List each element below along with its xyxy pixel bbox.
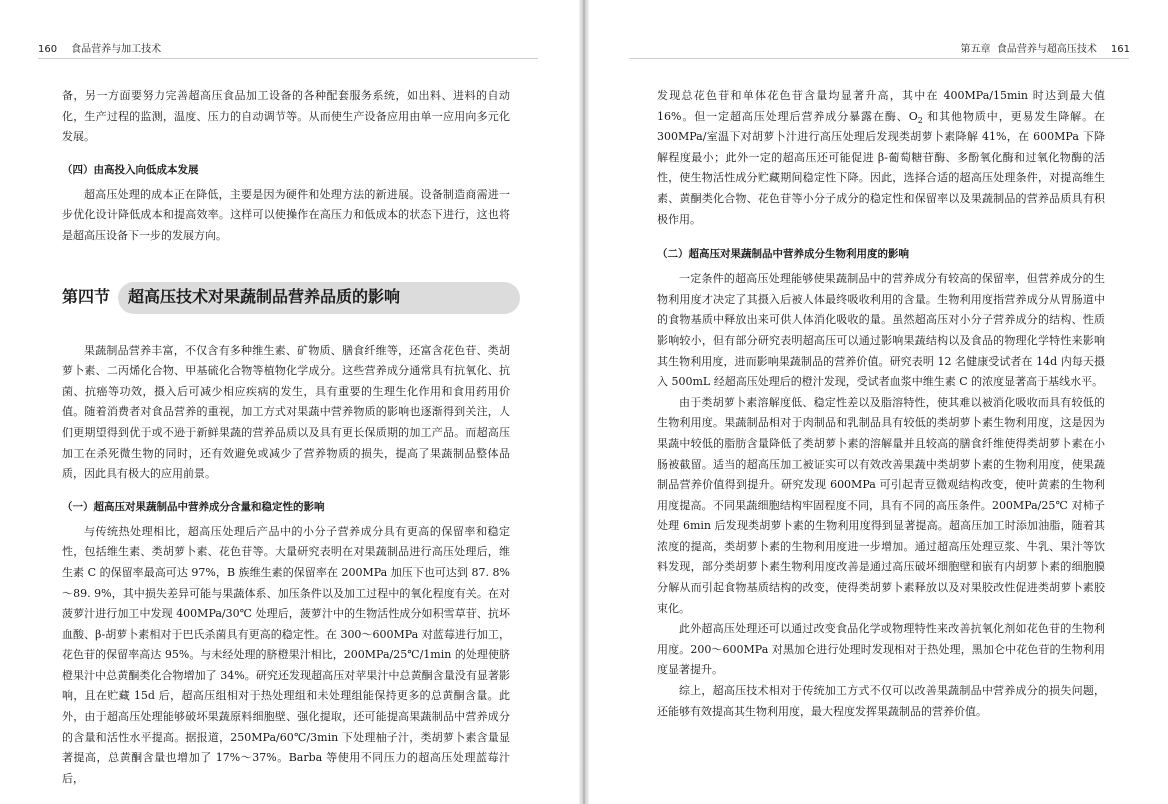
- section-label: 第四节: [62, 287, 111, 307]
- paragraph-antioxidants: 此外超高压处理还可以通过改变食品化学或物理特性来改善抗氧化剂如花色苷的生物利用度。200～600MPa 对黑加仑进行处理时发现相对于热处理，黑加仑中花色苷的生物利用度显著提升。: [657, 622, 1105, 677]
- subhead-two: （二）超高压对果蔬制品中营养成分生物利用度的影响: [657, 248, 909, 261]
- right-page-content: [657, 86, 1105, 722]
- left-running-head: [38, 40, 161, 55]
- subhead-four: （四）由高投入向低成本发展: [62, 163, 199, 176]
- continued-text-b: 和其他物质中，更易发生降解。在 300MPa/室温下对胡萝卜汁进行高压处理后发现类胡萝卜素降解 41%，在 600MPa 下降解程度最小；此外一定的超高压还可能促进 β-葡萄糖苷酶、多酚氧化酶和过氧化物酶的活性，使生物活性成分贮藏期间稳定性下降。因此，选择合适的超高压处理条件，对提高维生素、黄酮类化合物、花色苷等小分子成分的稳定性和保留率以及果蔬制品的营养品质具有积极作用。: [657, 109, 1105, 226]
- right-page: [589, 0, 1168, 804]
- book-gutter: [579, 0, 589, 804]
- paragraph-summary: 综上，超高压技术相对于传统加工方式不仅可以改善果蔬制品中营养成分的损失问题，还能够有效提高其生物利用度，最大程度发挥果蔬制品的营养价值。: [657, 684, 1105, 718]
- section-heading: [62, 281, 510, 315]
- left-page-number: 160: [38, 44, 58, 55]
- right-header-rule: [629, 58, 1129, 59]
- subhead-one: （一）超高压对果蔬制品中营养成分含量和稳定性的影响: [62, 500, 325, 513]
- paragraph-cost: 超高压处理的成本正在降低，主要是因为硬件和处理方法的新进展。设备制造商需进一步优化设计降低成本和提高效率。这样可以使操作在高压力和低成本的状态下进行，这也将是超高压设备下一步的发展方向。: [62, 187, 510, 242]
- section-title-band: [118, 282, 520, 314]
- book-title: 食品营养与加工技术: [71, 44, 162, 55]
- chapter-title: 食品营养与超高压技术: [996, 44, 1097, 55]
- left-page-content: [62, 86, 510, 789]
- left-header-rule: [38, 58, 538, 59]
- continued-text-a: 发现总花色苷和单体花色苷含量均显著升高，其中在 400MPa/15min 时达到最大值 16%。但一定超高压处理后营养成分暴露在酶、O: [657, 89, 1105, 123]
- paragraph-bioavailability: 一定条件的超高压处理能够使果蔬制品中的营养成分有较高的保留率，但营养成分的生物利用度才决定了其摄入后被人体最终吸收利用的含量。生物利用度指营养成分从胃肠道中的食物基质中释放出来可供人体消化吸收的量。虽然超高压对小分子营养成分的结构、性质影响较小，但有部分研究表明超高压可以通过影响果蔬结构以及食品的物理化学特性来影响其生物利用度，进而影响果蔬制品的营养价值。研究表明 12 名健康受试者在 14d 内每天摄入 500mL 经超高压处理后的橙汁发现，受试者血浆中维生素 C 的浓度显著高于基线水平。: [657, 272, 1105, 389]
- right-page-number: 161: [1110, 44, 1130, 55]
- chapter-label: 第五章: [960, 44, 991, 55]
- continued-paragraph-right: [657, 86, 1105, 230]
- oxygen-subscript: 2: [917, 115, 923, 125]
- left-page: [0, 0, 579, 804]
- right-running-head: [961, 40, 1130, 55]
- paragraph-carotenoids: 由于类胡萝卜素溶解度低、稳定性差以及脂溶特性，使其难以被消化吸收而具有较低的生物利用度。果蔬制品相对于肉制品和乳制品具有较低的类胡萝卜素生物利用度，这是因为果蔬中较低的脂肪含量降低了类胡萝卜素的溶解量并且较高的膳食纤维使得类胡萝卜素在小肠被截留。适当的超高压加工被证实可以有效改善果蔬中类胡萝卜素的生物利用度，使果蔬制品营养价值得到提升。研究发现 600MPa 可引起青豆微观结构改变，使叶黄素的生物利用度提高。不同果蔬细胞结构牢固程度不同，具有不同的高压条件。200MPa/25℃ 对柿子处理 6min 后发现类胡萝卜素的生物利用度得到显著提高。超高压加工时添加油脂，随着其浓度的提高，类胡萝卜素的生物利用度进一步增加。通过超高压处理豆浆、牛乳、果汁等饮料发现，部分类胡萝卜素生物利用度改善是通过高压破坏细胞壁和嵌有内胡萝卜素的细胞膜分解从而引起食物基质结构的改变，使得类胡萝卜素释放以及对果胶改性促进类胡萝卜素胶束化。: [657, 395, 1105, 615]
- continued-paragraph: 备，另一方面要努力完善超高压食品加工设备的各种配套服务系统，如出料、进料的自动化，生产过程的监测，温度、压力的自动调节等。从而使生产设备应用由单一应用向多元化发展。: [62, 89, 510, 144]
- section-intro-paragraph: 果蔬制品营养丰富，不仅含有多种维生素、矿物质、膳食纤维等，还富含花色苷、类胡萝卜素、二丙烯化合物、甲基硫化合物等植物化学成分。这些营养成分通常具有抗氧化、抗菌、抗癌等功效，摄入后可减少相应疾病的发生，具有重要的生理生化作用和食用药用价值。随着消费者对食品营养的重视，加工方式对果蔬中营养物质的影响也逐渐得到关注，人们更期望得到优于或不逊于新鲜果蔬的营养品质以及具有更长保质期的加工产品。而超高压加工在杀死微生物的同时，还有效避免或减少了营养物质的损失，提高了果蔬制品整体品质，因此具有极大的应用前景。: [62, 343, 510, 481]
- section-title: 超高压技术对果蔬制品营养品质的影响: [128, 287, 401, 307]
- paragraph-stability: 与传统热处理相比，超高压处理后产品中的小分子营养成分具有更高的保留率和稳定性，包括维生素、类胡萝卜素、花色苷等。大量研究表明在对果蔬制品进行高压处理后，维生素 C 的保留率最高可达 97%，B 族维生素的保留率在 200MPa 加压下也可达到 87. 8%～89. 9%，其中损失差异可能与果蔬体系、加压条件以及加工过程中的氧化程度有关。在对菠萝汁进行加工中发现 400MPa/30℃ 处理后，菠萝汁中的生物活性成分如积雪草苷、抗坏血酸、β-胡萝卜素相对于巴氏杀菌具有更高的稳定性。在 300～600MPa 对蓝莓进行加工，花色苷的保留率高达 95%。与未经处理的脐橙果汁相比，200MPa/25℃/1min 的处理使脐橙果汁中总黄酮类化合物增加了 34%。研究还发现超高压对苹果汁中总黄酮含量没有显著影响，且在贮藏 15d 后，超高压组相对于热处理组和未处理组能保持更多的总黄酮含量。此外，由于超高压处理能够破坏果蔬原料细胞壁、强化提取，还可能提高果蔬制品中营养成分的含量和活性水平提高。据报道，250MPa/60℃/3min 下处理柚子汁，类胡萝卜素含量显著提高，总黄酮含量也增加了 17%～37%。Barba 等使用不同压力的超高压处理蓝莓汁后，: [62, 524, 510, 785]
